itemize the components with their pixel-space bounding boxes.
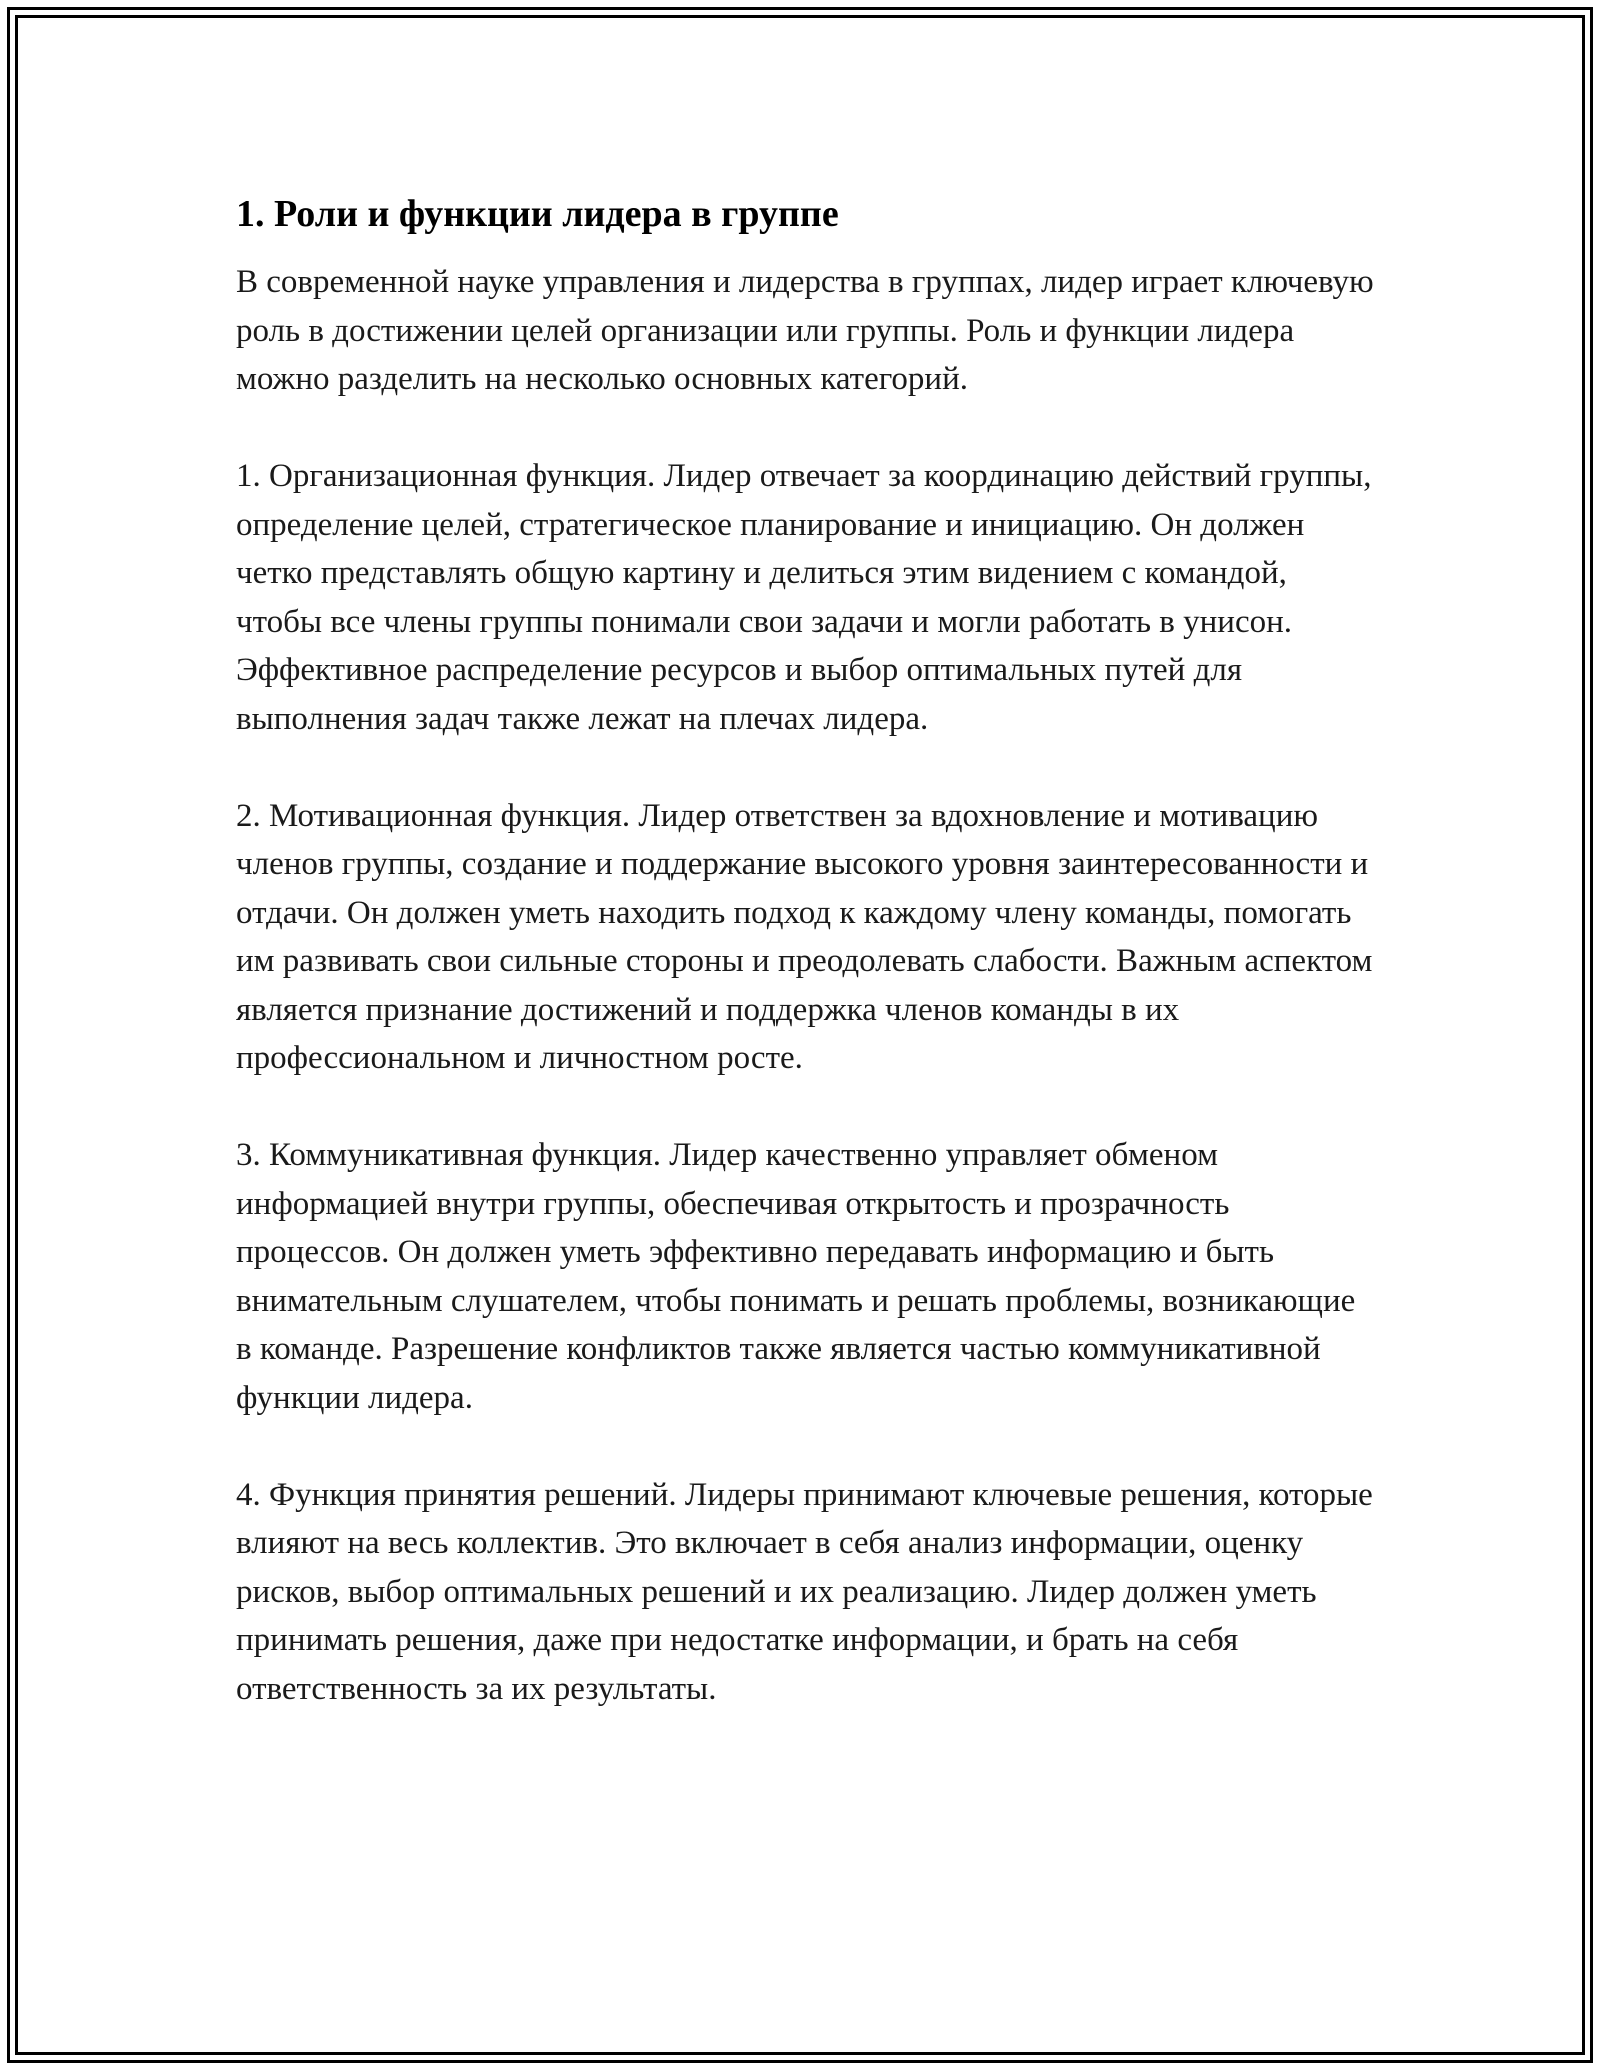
communicative-function-paragraph: 3. Коммуникативная функция. Лидер качественно управляет обменом информацией внутри группы, обеспечивая открытость и прозрачность процессов. Он должен уметь эффективно передавать информацию и быть внимательным слушателем, чтобы понимать и решать проблемы, возникающие в команде. Разрешение конфликтов также является частью коммуникативной функции лидера.: [236, 1137, 1356, 1416]
intro-paragraph: В современной науке управления и лидерства в группах, лидер играет ключевую роль в достижении целей организации или группы. Роль и функции лидера можно разделить на несколько основных категорий.: [236, 264, 1374, 397]
document-body: [236, 188, 1376, 1762]
decision-making-function-paragraph: 4. Функция принятия решений. Лидеры принимают ключевые решения, которые влияют на весь коллектив. Это включает в себя анализ информации, оценку рисков, выбор оптимальных решений и их реализацию. Лидер должен уметь принимать решения, даже при недостатке информации, и брать на себя ответственность за их результаты.: [236, 1476, 1373, 1707]
organizational-function-paragraph: 1. Организационная функция. Лидер отвечает за координацию действий группы, определение целей, стратегическое планирование и инициацию. Он должен четко представлять общую картину и делиться этим видением с командой, чтобы все члены группы понимали свои задачи и могли работать в унисон. Эффективное распределение ресурсов и выбор оптимальных путей для выполнения задач также лежат на плечах лидера.: [236, 458, 1372, 737]
motivational-function-paragraph: 2. Мотивационная функция. Лидер ответствен за вдохновление и мотивацию членов группы, создание и поддержание высокого уровня заинтересованности и отдачи. Он должен уметь находить подход к каждому члену команды, помогать им развивать свои сильные стороны и преодолевать слабости. Важным аспектом является признание достижений и поддержка членов команды в их профессиональном и личностном росте.: [236, 797, 1373, 1076]
section-heading: 1. Роли и функции лидера в группе: [236, 193, 839, 235]
